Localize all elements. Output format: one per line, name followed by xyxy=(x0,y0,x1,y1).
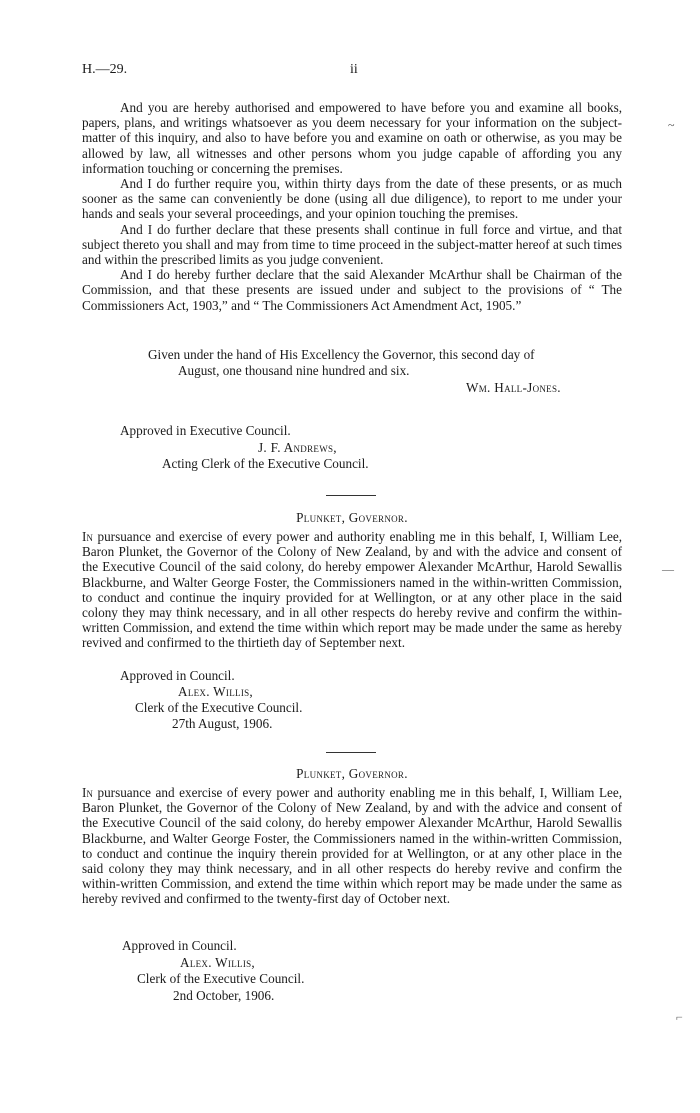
paragraph-chairman: And I do hereby further declare that the said Alexander McArthur shall be Chairman of the Commission, and that these presents are issued under and subject to the provisions of “ The Commissioners Act, 1903,” and “ The Commissioners Act Amendment Act, 1905.” xyxy=(82,267,622,313)
order-1-body xyxy=(82,529,622,651)
order-2-date: 2nd October, 1906. xyxy=(173,988,275,1003)
order-1-first-word: In xyxy=(82,529,93,544)
paragraph-report: And I do further require you, within thirty days from the date of these presents, or as much sooner as the same can conveniently be done (using all due diligence), to report to me under your hands and seals your several proceedings, and your opinion touching the premises. xyxy=(82,176,622,222)
order-2-body xyxy=(82,785,622,907)
approval-1-title: Acting Clerk of the Executive Council. xyxy=(162,456,369,471)
order-1-clerk-name: Alex. Willis, xyxy=(178,684,254,699)
order-1-approved: Approved in Council. xyxy=(120,668,235,683)
order-1-clerk-title: Clerk of the Executive Council. xyxy=(135,700,303,715)
minister-signature: Wm. Hall-Jones. xyxy=(466,380,561,395)
order-2-clerk-name: Alex. Willis, xyxy=(180,955,256,970)
paragraph-continue: And I do further declare that these presents shall continue in full force and virtue, and that subject thereto you shall and may from time to time proceed in the subject-matter hereof at such times and within the prescribed limits as you judge convenient. xyxy=(82,221,622,268)
section-divider-2 xyxy=(326,752,376,753)
given-line-2: August, one thousand nine hundred and six. xyxy=(178,363,410,378)
margin-mark-2: — xyxy=(662,562,674,576)
page-header xyxy=(82,62,622,80)
commission-body xyxy=(82,100,622,313)
margin-mark-3: ⌐ xyxy=(676,1010,683,1024)
order-1-text: pursuance and exercise of every power and authority enabling me in this behalf, I, William Lee, Baron Plunket, the Governor of the Colony of New Zealand, by and with the advice and consent of the Executive Council of the said colony, do hereby empower Alexander McArthur, Harold Sewallis Blackburne, and Walter George Foster, the Commissioners named in the within-written Commission, to conduct and continue the inquiry provided for at Wellington, or at any other place in the said colony they may think necessary, and in all other respects do hereby revive and confirm the within-written Commission, and extend the time within which report may be made under the same as hereby revived and confirmed to the thirtieth day of September next. xyxy=(82,529,622,651)
order-2-approved: Approved in Council. xyxy=(122,938,237,953)
page-number: ii xyxy=(350,62,358,77)
order-2-text: pursuance and exercise of every power and authority enabling me in this behalf, I, William Lee, Baron Plunket, the Governor of the Colony of New Zealand, by and with the advice and consent of the Executive Council of the said colony, do hereby empower Alexander McArthur, Harold Sewallis Blackburne, and Walter George Foster, the Commissioners named in the within-written Commission, to conduct and continue the inquiry therein provided for at Wellington, or at any other place in the said colony they may think necessary, and in all other respects do hereby revive and confirm the within-written Commission, and extend the time within which report may be made under the same as hereby revived and confirmed to the twenty-first day of October next. xyxy=(82,785,622,907)
order-2-clerk-title: Clerk of the Executive Council. xyxy=(137,971,305,986)
margin-mark-1: ~ xyxy=(668,118,675,132)
document-reference: H.—29. xyxy=(82,62,128,77)
paragraph-examine: And you are hereby authorised and empowered to have before you and examine all books, papers, plans, and writings whatsoever as you deem necessary for your information on the subject-matter of this inquiry, and also to have before you and examine on oath or otherwise, as you may be allowed by law, all witnesses and other persons whom you judge capable of affording you any information touching or concerning the premises. xyxy=(82,100,622,176)
order-1-date: 27th August, 1906. xyxy=(172,716,273,731)
order-1-heading: Plunket, Governor. xyxy=(296,510,408,525)
approval-1-name: J. F. Andrews, xyxy=(258,440,337,455)
order-2-first-word: In xyxy=(82,785,93,800)
approval-1-approved: Approved in Executive Council. xyxy=(120,423,291,438)
section-divider-1 xyxy=(326,495,376,496)
given-line-1: Given under the hand of His Excellency the Governor, this second day of xyxy=(148,347,535,362)
order-2-heading: Plunket, Governor. xyxy=(296,766,408,781)
